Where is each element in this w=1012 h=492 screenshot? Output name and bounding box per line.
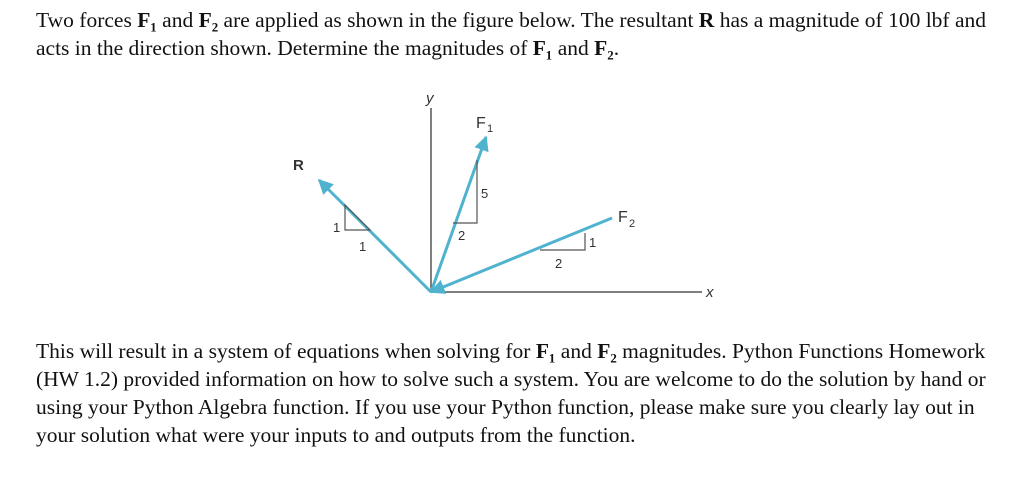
problem-text-2: and — [156, 8, 199, 32]
instructions-text-1: This will result in a system of equations when solving for — [36, 339, 536, 363]
y-axis-label: y — [426, 90, 434, 107]
resultant-r-arrow — [319, 180, 431, 292]
force-f1-symbol: F₁ — [137, 8, 157, 32]
force-f1-symbol-2: F₁ — [532, 36, 553, 60]
x-axis-label: x — [706, 284, 714, 301]
r-slope-triangle — [345, 205, 370, 230]
instructions-paragraph — [36, 337, 986, 449]
force-f2-symbol-2: F₂ — [594, 36, 614, 60]
problem-text-5: and — [552, 36, 595, 60]
problem-text-4: has a magnitude of 100 lbf and acts in the direction shown. Determine the magnitudes of — [36, 8, 986, 60]
f2-slope-triangle — [540, 233, 585, 250]
f2-triangle-rise: 1 — [589, 235, 597, 250]
problem-text-1: Two forces — [36, 8, 138, 32]
f2-label: F — [618, 209, 628, 226]
f1-label: F — [476, 115, 486, 132]
force-f2-symbol: F₂ — [198, 8, 219, 32]
r-triangle-run: 1 — [359, 239, 367, 254]
f2-triangle-run: 2 — [555, 256, 563, 271]
f1-triangle-rise: 5 — [481, 186, 489, 201]
f2-subscript: 2 — [629, 218, 636, 230]
f1-subscript: 1 — [487, 123, 494, 135]
resultant-label: R — [293, 157, 304, 174]
instructions-f2-symbol: F₂ — [597, 339, 617, 363]
instructions-text-2: and — [555, 339, 598, 363]
f1-triangle-run: 2 — [458, 228, 466, 243]
problem-text-6: . — [613, 36, 620, 60]
instructions-f1-symbol: F₁ — [535, 339, 556, 363]
force-f1-arrow — [431, 137, 489, 292]
resultant-symbol: R — [698, 8, 715, 32]
instructions-text-3: magnitudes. Python Functions Homework (HW 1.2) provided information on how to solve such a system. You are welcome to do the solution by hand or using your Python Algebra function. If you use your Python function, please make sure you clearly lay out in your solution what were your inputs to and outputs from the function. — [36, 339, 986, 447]
r-triangle-rise: 1 — [333, 220, 341, 235]
problem-text-3: are applied as shown in the figure below. The resultant — [218, 8, 699, 32]
